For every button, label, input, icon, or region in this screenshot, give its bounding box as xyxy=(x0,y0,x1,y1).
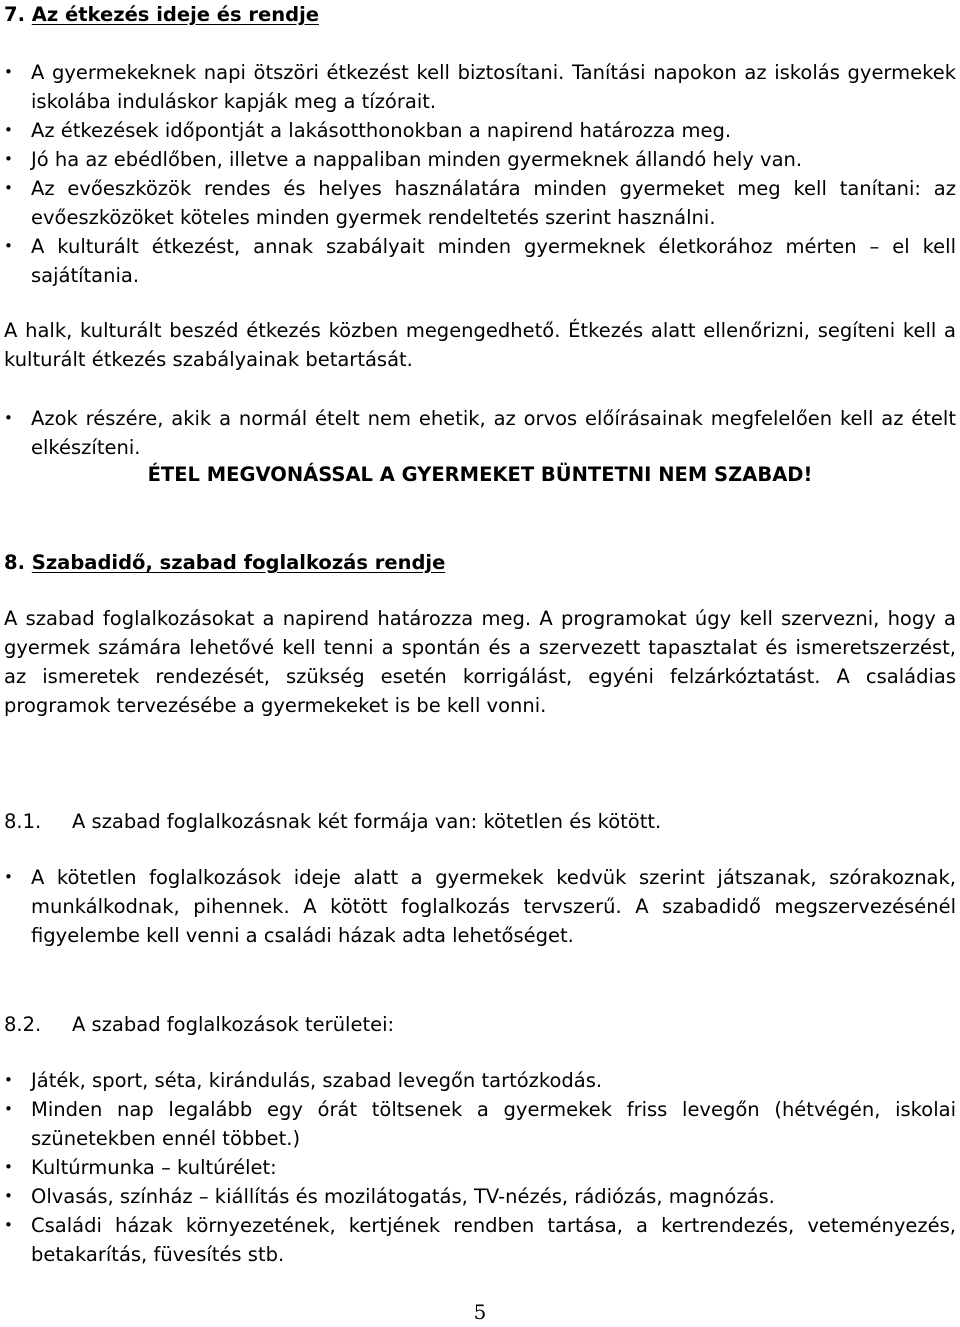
section-8-2-number: 8.2. xyxy=(4,1013,42,1036)
section-7-special-list xyxy=(4,404,956,462)
list-item: • A kulturált étkezést, annak szabályait minden gyermeknek életkorához mérten – el kell sajátítania. xyxy=(4,232,956,290)
warning-text: ÉTEL MEGVONÁSSAL A GYERMEKET BÜNTETNI NEM SZABAD! xyxy=(147,463,813,486)
section-8-number: 8. xyxy=(4,551,25,574)
section-8-1-text: A szabad foglalkozásnak két formája van: kötetlen és kötött. xyxy=(72,810,662,833)
page-number: 5 xyxy=(473,1300,487,1324)
section-8-heading xyxy=(4,548,445,577)
list-item: • Az evőeszközök rendes és helyes használatára minden gyermeket meg kell tanítani: az evőeszközöket köteles minden gyermek rendeltetés szerint használni. xyxy=(4,174,956,232)
list-item: • Családi házak környezetének, kertjének rendben tartása, a kertrendezés, veteményezés, betakarítás, füvesítés stb. xyxy=(4,1211,956,1269)
section-7-bullet-list xyxy=(4,58,956,290)
list-item: • Azok részére, akik a normál ételt nem ehetik, az orvos előírásainak megfelelően kell az ételt elkészíteni. xyxy=(4,404,956,462)
section-7-heading xyxy=(4,0,319,29)
section-8-1-bullet-list xyxy=(4,863,956,950)
list-item: • Az étkezések időpontját a lakásotthonokban a napirend határozza meg. xyxy=(4,116,956,145)
section-8-2-bullet-list xyxy=(4,1066,956,1269)
list-item: • A gyermekeknek napi ötszöri étkezést kell biztosítani. Tanítási napokon az iskolás gyermekek iskolába induláskor kapják meg a tízórait. xyxy=(4,58,956,116)
list-item: • Játék, sport, séta, kirándulás, szabad levegőn tartózkodás. xyxy=(4,1066,956,1095)
section-8-paragraph: A szabad foglalkozásokat a napirend határozza meg. A programokat úgy kell szervezni, hogy a gyermek számára lehetővé kell tenni a spontán és a szervezett tapasztalat és ismeretszerzést, az ismeretek rendezését, szükség esetén korrigálást, egyéni felzárkóztatást. A családias programok tervezésébe a gyermekeket is be kell vonni. xyxy=(4,607,956,717)
section-8-1-number: 8.1. xyxy=(4,810,42,833)
list-item: • A kötetlen foglalkozások ideje alatt a gyermekek kedvük szerint játszanak, szórakoznak, munkálkodnak, pihennek. A kötött foglalkozás tervszerű. A szabadidő megszervezésénél figyelembe kell venni a családi házak adta lehetőséget. xyxy=(4,863,956,950)
section-7-number: 7. xyxy=(4,3,25,26)
section-8-2-text: A szabad foglalkozások területei: xyxy=(72,1013,395,1036)
section-7-paragraph: A halk, kulturált beszéd étkezés közben megengedhető. Étkezés alatt ellenőrizni, segíteni kell a kulturált étkezés szabályainak betartását. xyxy=(4,319,956,371)
list-item: • Minden nap legalább egy órát töltsenek a gyermekek friss levegőn (hétvégén, iskolai szünetekben ennél többet.) xyxy=(4,1095,956,1153)
section-8-1-row xyxy=(4,807,661,836)
list-item: • Jó ha az ebédlőben, illetve a nappaliban minden gyermeknek állandó hely van. xyxy=(4,145,956,174)
list-item: • Kultúrmunka – kultúrélet: xyxy=(4,1153,956,1182)
section-8-title: Szabadidő, szabad foglalkozás rendje xyxy=(31,551,446,574)
section-8-2-row xyxy=(4,1010,394,1039)
list-item: • Olvasás, színház – kiállítás és mozilátogatás, TV-nézés, rádiózás, magnózás. xyxy=(4,1182,956,1211)
section-7-title: Az étkezés ideje és rendje xyxy=(31,3,319,26)
